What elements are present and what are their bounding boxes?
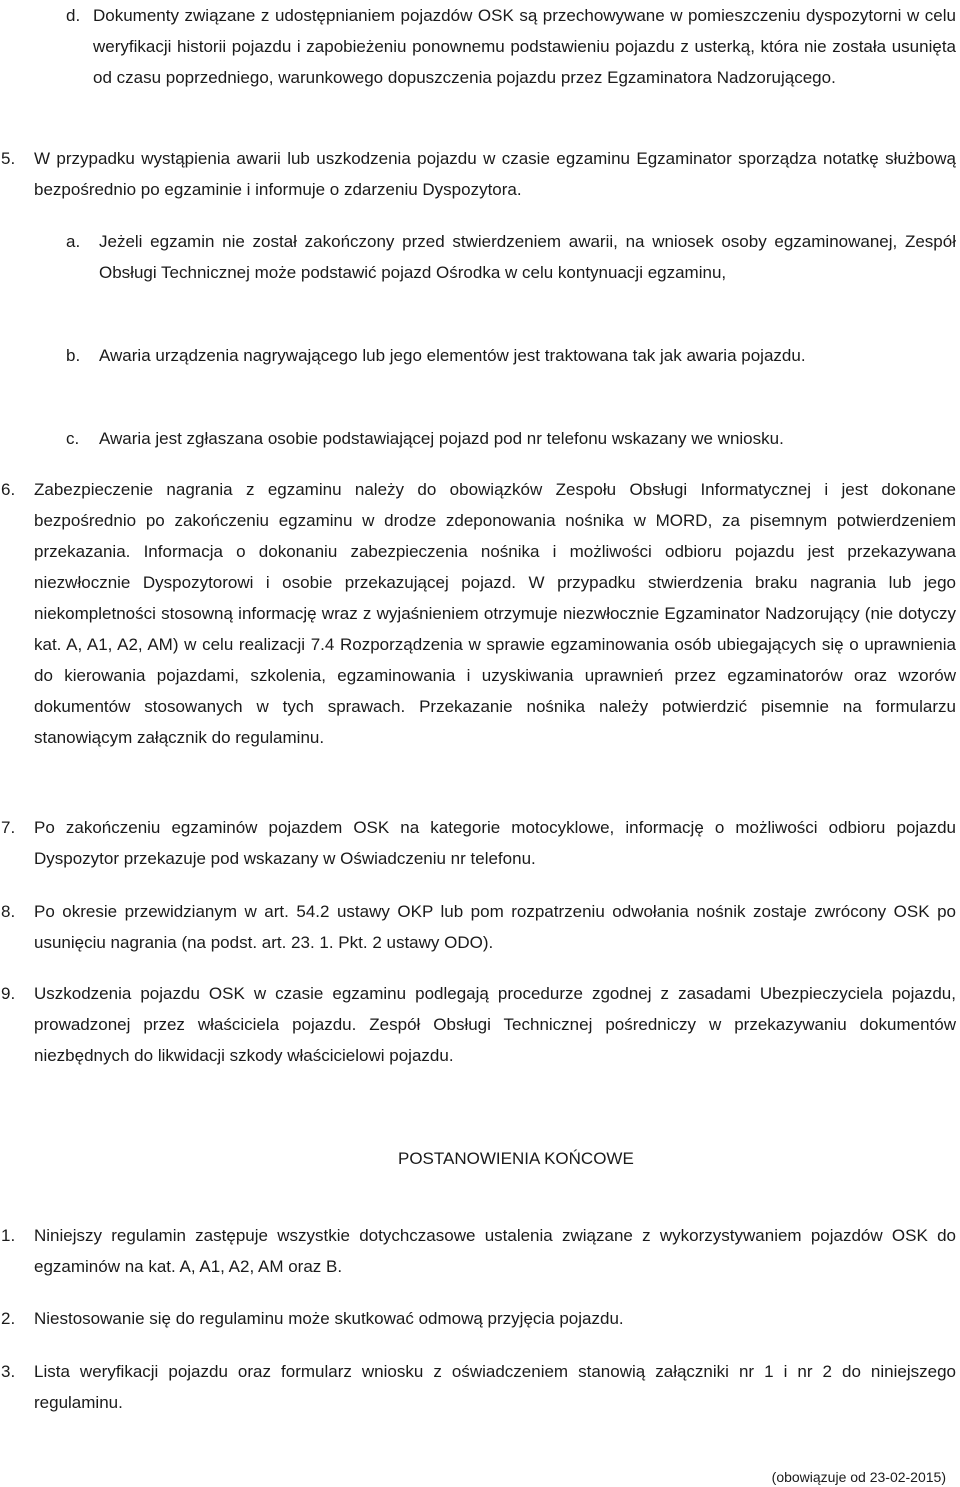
list-item-d [66, 0, 956, 93]
list-marker: 2. [1, 1309, 16, 1328]
list-marker: 5. [1, 149, 16, 168]
list-item-c [66, 423, 956, 454]
footer-note: (obowiązuje od 23-02-2015) [771, 1469, 946, 1485]
list-marker: 6. [1, 480, 16, 499]
list-marker: 7. [1, 818, 16, 837]
list-marker: 8. [1, 902, 16, 921]
final-list-item-1 [1, 1220, 956, 1282]
list-item-8 [1, 896, 956, 958]
list-item-text: Uszkodzenia pojazdu OSK w czasie egzaminu podlegają procedurze zgodnej z zasadami Ubezpieczyciela pojazdu, prowadzonej przez właściciela pojazdu. Zespół Obsługi Technicznej pośredniczy w przekazywaniu dokumentów niezbędnych do likwidacji szkody właścicielowi pojazdu. [34, 984, 956, 1065]
list-item-a [66, 226, 956, 288]
list-item-text: Po zakończeniu egzaminów pojazdem OSK na kategorie motocyklowe, informację o możliwości odbioru pojazdu Dyspozytor przekazuje pod wskazany w Oświadczeniu nr telefonu. [34, 818, 956, 868]
list-marker: b. [66, 346, 81, 365]
list-item-9 [1, 978, 956, 1071]
list-item-text: Zabezpieczenie nagrania z egzaminu należy do obowiązków Zespołu Obsługi Informatycznej i jest dokonane bezpośrednio po zakończeniu egzaminu w drodze zdeponowania nośnika w MORD, za pisemnym potwierdzeniem przekazania. Informacja o dokonaniu zabezpieczenia nośnika i możliwości odbioru pojazdu jest przekazywana niezwłocznie Dyspozytorowi i osobie przekazującej pojazd. W przypadku stwierdzenia braku nagrania lub jego niekompletności stosowną informację wraz z wyjaśnieniem otrzymuje niezwłocznie Egzaminator Nadzorujący (nie dotyczy kat. A, A1, A2, AM) w celu realizacji 7.4 Rozporządzenia w sprawie egzaminowania osób ubiegających się o uprawnienia do kierowania pojazdami, szkolenia, egzaminowania i uzyskiwania uprawnień przez egzaminatorów oraz wzorów dokumentów stosowanych w tych sprawach. Przekazanie nośnika należy potwierdzić pisemnie na formularzu stanowiącym załącznik do regulaminu. [34, 480, 956, 747]
list-item-5 [1, 143, 956, 205]
list-marker: a. [66, 232, 81, 251]
list-item-text: Jeżeli egzamin nie został zakończony przed stwierdzeniem awarii, na wniosek osoby egzaminowanej, Zespół Obsługi Technicznej może podstawić pojazd Ośrodka w celu kontynuacji egzaminu, [99, 232, 956, 282]
list-item-text: Dokumenty związane z udostępnianiem pojazdów OSK są przechowywane w pomieszczeniu dyspozytorni w celu weryfikacji historii pojazdu i zapobieżeniu ponownemu podstawieniu pojazdu z usterką, która nie została usunięta od czasu poprzedniego, warunkowego dopuszczenia pojazdu przez Egzaminatora Nadzorującego. [93, 6, 956, 87]
list-item-text: Lista weryfikacji pojazdu oraz formularz wniosku z oświadczeniem stanowią załączniki nr 1 i nr 2 do niniejszego regulaminu. [34, 1362, 956, 1412]
list-item-text: Niniejszy regulamin zastępuje wszystkie dotychczasowe ustalenia związane z wykorzystywaniem pojazdów OSK do egzaminów na kat. A, A1, A2, AM oraz B. [34, 1226, 956, 1276]
list-marker: c. [66, 429, 80, 448]
list-item-b [66, 340, 956, 371]
final-list-item-2 [1, 1303, 956, 1334]
list-item-6 [1, 474, 956, 753]
list-item-text: Awaria jest zgłaszana osobie podstawiającej pojazd pod nr telefonu wskazany we wniosku. [99, 429, 784, 448]
list-marker: d. [66, 6, 81, 25]
final-list-item-3 [1, 1356, 956, 1418]
list-item-text: W przypadku wystąpienia awarii lub uszkodzenia pojazdu w czasie egzaminu Egzaminator sporządza notatkę służbową bezpośrednio po egzaminie i informuje o zdarzeniu Dyspozytora. [34, 149, 956, 199]
list-marker: 3. [1, 1362, 16, 1381]
list-item-text: Niestosowanie się do regulaminu może skutkować odmową przyjęcia pojazdu. [34, 1309, 624, 1328]
list-item-text: Po okresie przewidzianym w art. 54.2 ustawy OKP lub pom rozpatrzeniu odwołania nośnik zostaje zwrócony OSK po usunięciu nagrania (na podst. art. 23. 1. Pkt. 2 ustawy ODO). [34, 902, 956, 952]
list-item-7 [1, 812, 956, 874]
list-marker: 9. [1, 984, 16, 1003]
section-heading: POSTANOWIENIA KOŃCOWE [398, 1149, 634, 1168]
list-marker: 1. [1, 1226, 16, 1245]
list-item-text: Awaria urządzenia nagrywającego lub jego elementów jest traktowana tak jak awaria pojazdu. [99, 346, 806, 365]
